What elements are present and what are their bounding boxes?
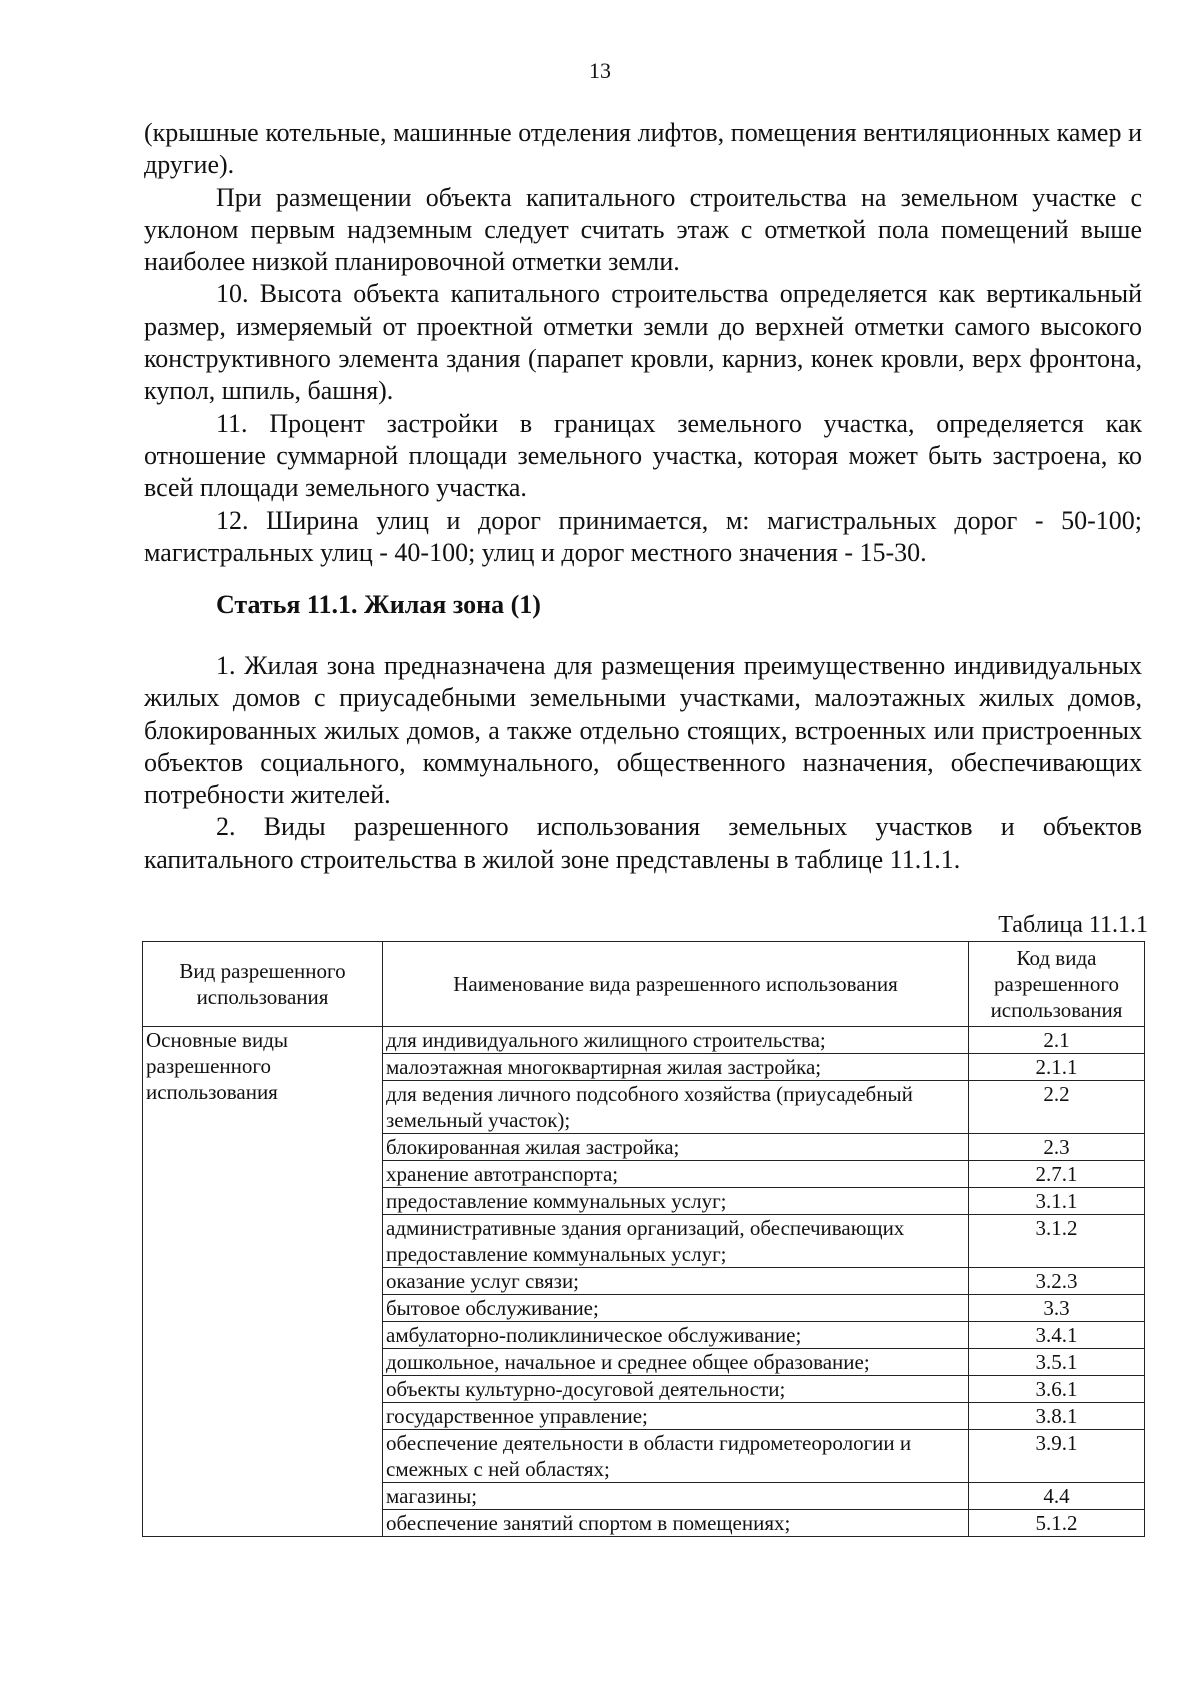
table-body xyxy=(143,1027,1145,1537)
use-name-cell: административные здания организаций, обеспечивающих предоставление коммунальных услуг; xyxy=(383,1215,969,1268)
use-code-cell: 3.6.1 xyxy=(969,1376,1145,1403)
use-code-cell: 3.9.1 xyxy=(969,1430,1145,1483)
use-name-cell: предоставление коммунальных услуг; xyxy=(383,1188,969,1215)
use-name-cell: блокированная жилая застройка; xyxy=(383,1134,969,1161)
table-row xyxy=(143,1027,1145,1054)
use-code-cell: 2.1.1 xyxy=(969,1054,1145,1081)
use-code-cell: 3.1.1 xyxy=(969,1188,1145,1215)
use-name-cell: объекты культурно-досуговой деятельности; xyxy=(383,1376,969,1403)
use-name-cell: бытовое обслуживание; xyxy=(383,1295,969,1322)
paragraph-sloped-plot: При размещении объекта капитального строительства на земельном участке с уклоном первым надземным следует считать этаж с отметкой пола помещений выше наиболее низкой планировочной отметки земли. xyxy=(144,182,1142,277)
paragraph-item-10-height: 10. Высота объекта капитального строительства определяется как вертикальный размер, измеряемый от проектной отметки земли до верхней отметки самого высокого конструктивного элемента здания (парапет кровли, карниз, конек кровли, верх фронтона, купол, шпиль, башня). xyxy=(144,279,1142,406)
use-code-cell: 3.5.1 xyxy=(969,1349,1145,1376)
page-number: 13 xyxy=(589,58,611,83)
article-text-block xyxy=(144,650,1142,876)
use-name-cell: обеспечение деятельности в области гидрометеорологии и смежных с ней областях; xyxy=(383,1430,969,1483)
group-cell-main-uses: Основные виды разрешенного использования xyxy=(143,1027,383,1537)
header-use-code: Код вида разрешенного использования xyxy=(969,942,1145,1027)
use-name-cell: хранение автотранспорта; xyxy=(383,1161,969,1188)
header-use-type: Вид разрешенного использования xyxy=(143,942,383,1027)
use-code-cell: 3.1.2 xyxy=(969,1215,1145,1268)
paragraph-permitted-uses: 2. Виды разрешенного использования земельных участков и объектов капитального строительства в жилой зоне представлены в таблице 11.1.1. xyxy=(144,812,1142,874)
use-name-cell: дошкольное, начальное и среднее общее образование; xyxy=(383,1349,969,1376)
use-code-cell: 4.4 xyxy=(969,1483,1145,1510)
article-heading: Статья 11.1. Жилая зона (1) xyxy=(216,590,541,619)
use-code-cell: 5.1.2 xyxy=(969,1510,1145,1537)
use-name-cell: магазины; xyxy=(383,1483,969,1510)
use-code-cell: 3.8.1 xyxy=(969,1403,1145,1430)
use-code-cell: 2.7.1 xyxy=(969,1161,1145,1188)
use-code-cell: 3.2.3 xyxy=(969,1268,1145,1295)
paragraph-item-11-coverage: 11. Процент застройки в границах земельного участка, определяется как отношение суммарной площади земельного участка, которая может быть застроена, ко всей площади земельного участка. xyxy=(144,408,1142,503)
use-name-cell: оказание услуг связи; xyxy=(383,1268,969,1295)
use-name-cell: для индивидуального жилищного строительства; xyxy=(383,1027,969,1054)
use-code-cell: 2.1 xyxy=(969,1027,1145,1054)
paragraph-continuation: (крышные котельные, машинные отделения лифтов, помещения вентиляционных камер и другие). xyxy=(144,118,1142,180)
use-code-cell: 2.3 xyxy=(969,1134,1145,1161)
use-name-cell: государственное управление; xyxy=(383,1403,969,1430)
permitted-use-table xyxy=(142,941,1145,1537)
table-header-row xyxy=(143,942,1145,1027)
paragraph-item-12-street-width: 12. Ширина улиц и дорог принимается, м: магистральных дорог - 50-100; магистральных улиц - 40-100; улиц и дорог местного значения - 15-30. xyxy=(144,505,1142,567)
use-code-cell: 3.4.1 xyxy=(969,1322,1145,1349)
table-caption: Таблица 11.1.1 xyxy=(998,912,1148,938)
use-name-cell: амбулаторно-поликлиническое обслуживание; xyxy=(383,1322,969,1349)
use-code-cell: 2.2 xyxy=(969,1081,1145,1134)
intro-text-block xyxy=(144,117,1142,569)
use-name-cell: малоэтажная многоквартирная жилая застройка; xyxy=(383,1054,969,1081)
use-name-cell: обеспечение занятий спортом в помещениях; xyxy=(383,1510,969,1537)
use-code-cell: 3.3 xyxy=(969,1295,1145,1322)
paragraph-zone-purpose: 1. Жилая зона предназначена для размещения преимущественно индивидуальных жилых домов с приусадебными земельными участками, малоэтажных жилых домов, блокированных жилых домов, а также отдельно стоящих, встроенных или пристроенных объектов социального, коммунального, общественного назначения, обеспечивающих потребности жителей. xyxy=(144,651,1142,810)
header-use-name: Наименование вида разрешенного использования xyxy=(383,942,969,1027)
use-name-cell: для ведения личного подсобного хозяйства (приусадебный земельный участок); xyxy=(383,1081,969,1134)
